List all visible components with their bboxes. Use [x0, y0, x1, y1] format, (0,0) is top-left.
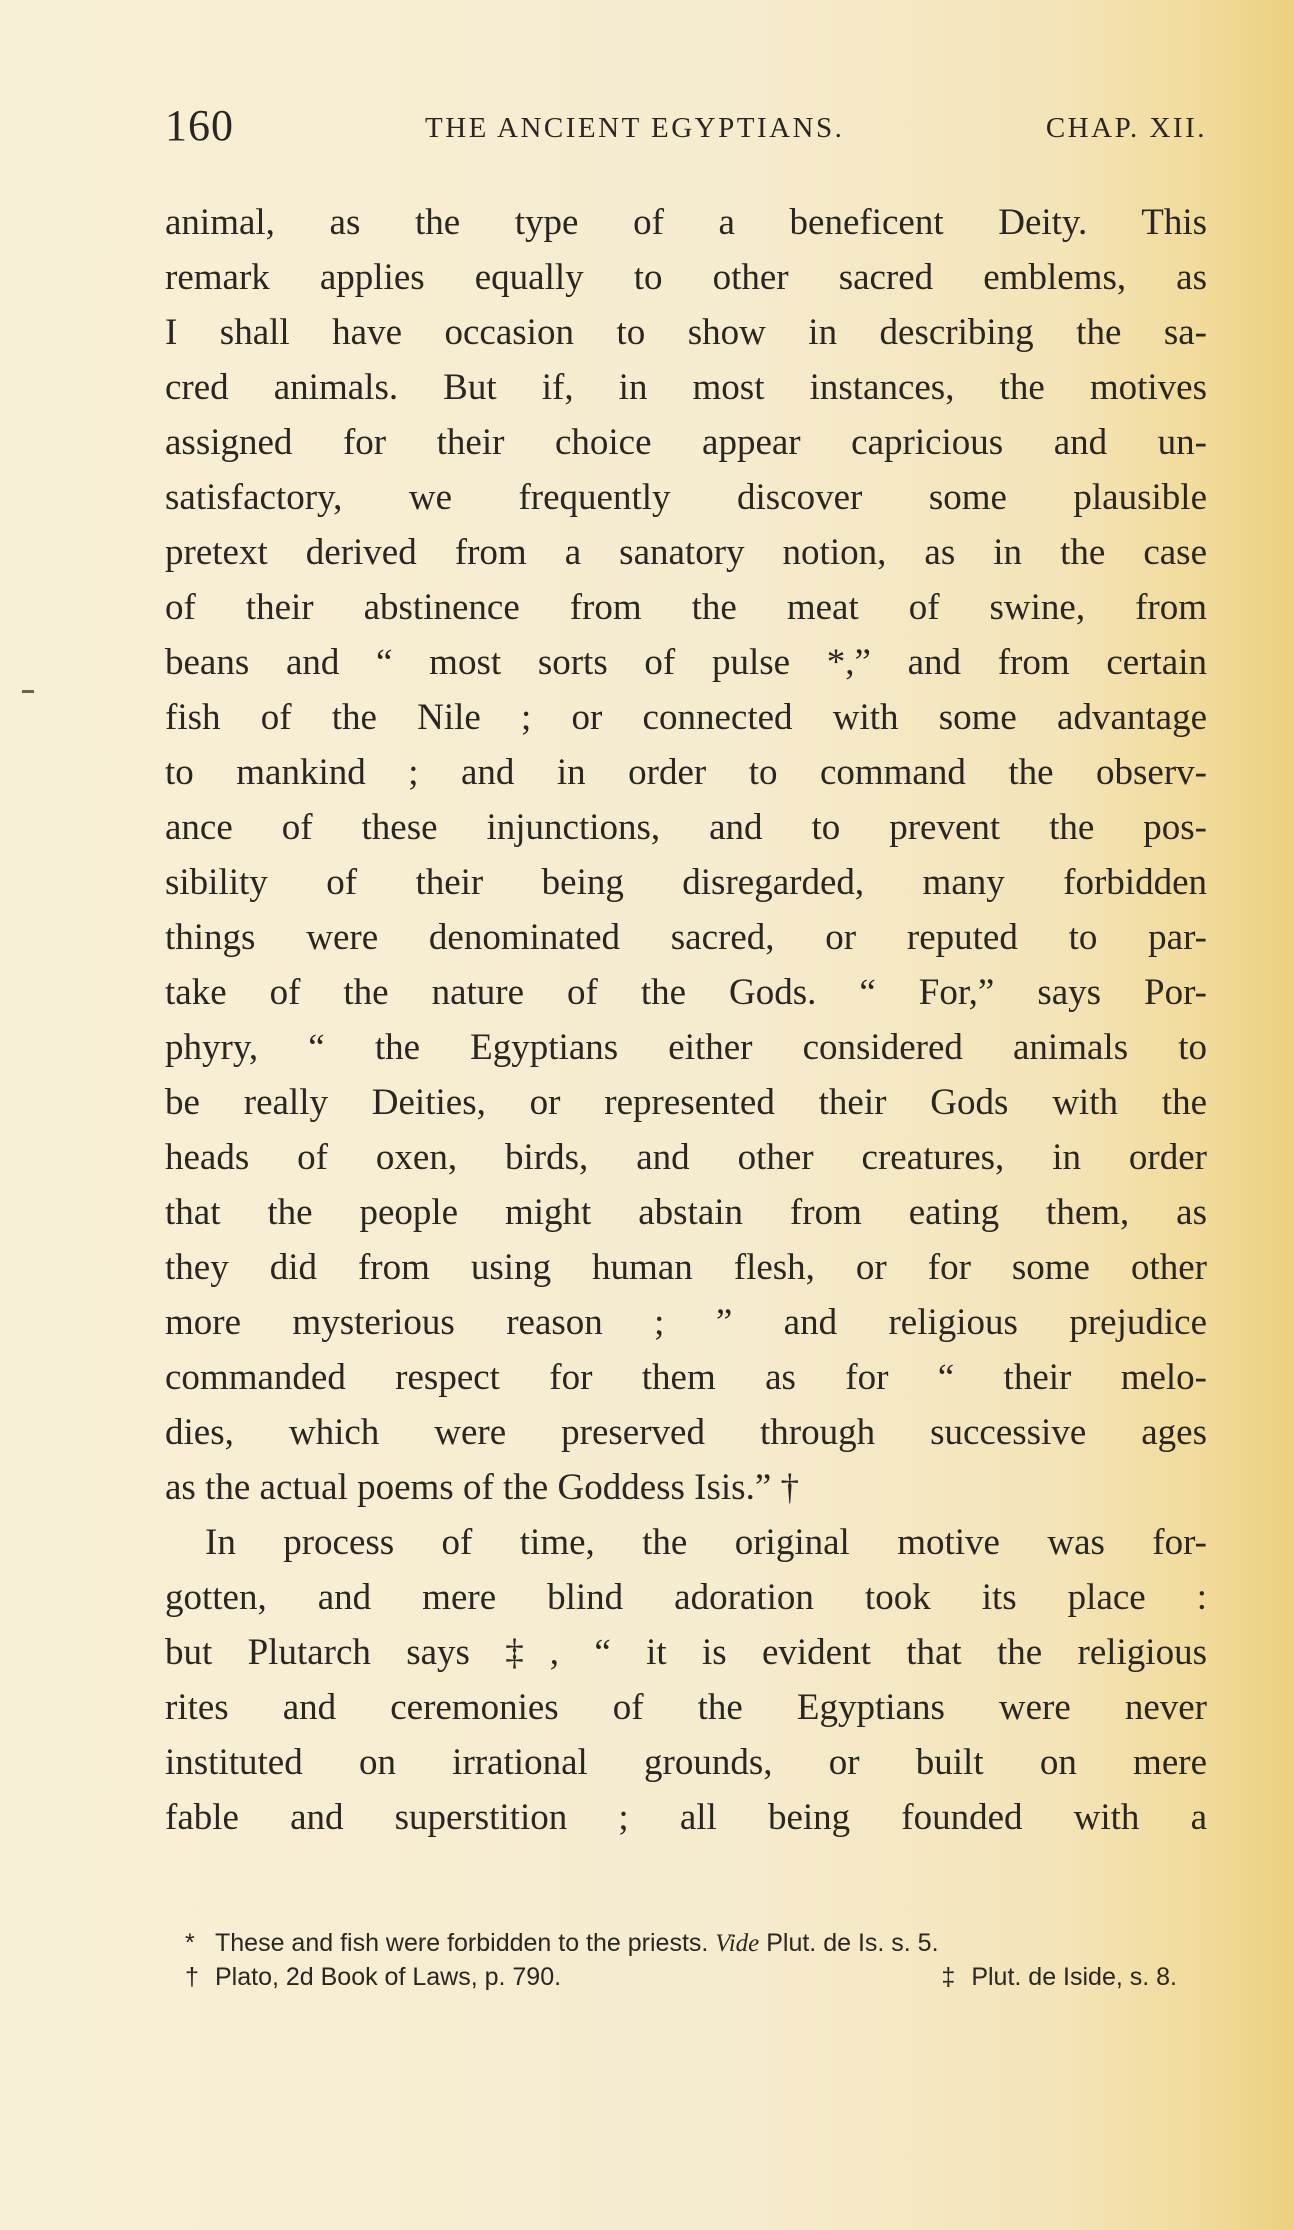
page-number: 160 — [165, 101, 234, 150]
text-line: ance of these injunctions, and to prevent the pos- — [165, 807, 1207, 848]
text-line: pretext derived from a sanatory notion, as in the case — [165, 532, 1207, 573]
text-line: beans and “ most sorts of pulse *,” and from certain — [165, 642, 1207, 683]
text-line: animal, as the type of a beneficent Deity. This — [165, 202, 1207, 243]
text-line: but Plutarch says ‡, “ it is evident that the religious — [165, 1632, 1207, 1673]
text-line: be really Deities, or represented their Gods with the — [165, 1082, 1207, 1123]
text-line: of their abstinence from the meat of swine, from — [165, 587, 1207, 628]
footnote-vide: Vide — [715, 1930, 760, 1957]
text-line: sibility of their being disregarded, many forbidden — [165, 862, 1207, 903]
text-line: take of the nature of the Gods. “ For,” says Por- — [165, 972, 1207, 1013]
text-line: assigned for their choice appear capricious and un- — [165, 422, 1207, 463]
text-line: In process of time, the original motive was for- — [205, 1522, 1207, 1563]
footnote-mark: * — [185, 1929, 195, 1957]
footnote-row-2 — [185, 1960, 1207, 1994]
footnote-3 — [941, 1960, 1177, 1994]
text-line: cred animals. But if, in most instances, the motives — [165, 367, 1207, 408]
text-line: fish of the Nile ; or connected with some advantage — [165, 697, 1207, 738]
text-line: satisfactory, we frequently discover some plausible — [165, 477, 1207, 518]
text-line: they did from using human flesh, or for some other — [165, 1247, 1207, 1288]
footnote-2 — [185, 1960, 561, 1994]
footnote-mark: ‡ — [941, 1963, 956, 1991]
text-line: to mankind ; and in order to command the observ- — [165, 752, 1207, 793]
chapter-label: CHAP. XII. — [1045, 112, 1207, 144]
text-line: I shall have occasion to show in describing the sa- — [165, 312, 1207, 353]
footnote-text: Plut. de Iside, s. 8. — [971, 1963, 1177, 1991]
footnotes — [185, 1926, 1207, 1994]
footnote-text: Plato, 2d Book of Laws, p. 790. — [215, 1963, 562, 1991]
footnote-mark: † — [185, 1963, 199, 1991]
text-line: things were denominated sacred, or reputed to par- — [165, 917, 1207, 958]
footnote-text: These and fish were forbidden to the priests. — [215, 1929, 709, 1957]
text-line: remark applies equally to other sacred emblems, as — [165, 257, 1207, 298]
footnote-ref: Plut. de Is. s. 5. — [766, 1929, 939, 1957]
text-line: instituted on irrational grounds, or built on mere — [165, 1742, 1207, 1783]
text-line: that the people might abstain from eating them, as — [165, 1192, 1207, 1233]
text-line: more mysterious reason ; ” and religious prejudice — [165, 1302, 1207, 1343]
running-header — [165, 100, 1207, 150]
margin-mark — [22, 690, 34, 693]
text-line: dies, which were preserved through successive ages — [165, 1412, 1207, 1453]
text-line: gotten, and mere blind adoration took its place : — [165, 1577, 1207, 1618]
text-line: fable and superstition ; all being founded with a — [165, 1797, 1207, 1838]
running-title: THE ANCIENT EGYPTIANS. — [425, 112, 845, 144]
text-line: commanded respect for them as for “ their melo- — [165, 1357, 1207, 1398]
body-text — [165, 195, 1207, 1845]
text-line: heads of oxen, birds, and other creatures, in order — [165, 1137, 1207, 1178]
text-line: phyry, “ the Egyptians either considered animals to — [165, 1027, 1207, 1068]
text-line: rites and ceremonies of the Egyptians were never — [165, 1687, 1207, 1728]
text-line: as the actual poems of the Goddess Isis.” † — [165, 1467, 799, 1508]
footnote-1 — [185, 1926, 1207, 1960]
